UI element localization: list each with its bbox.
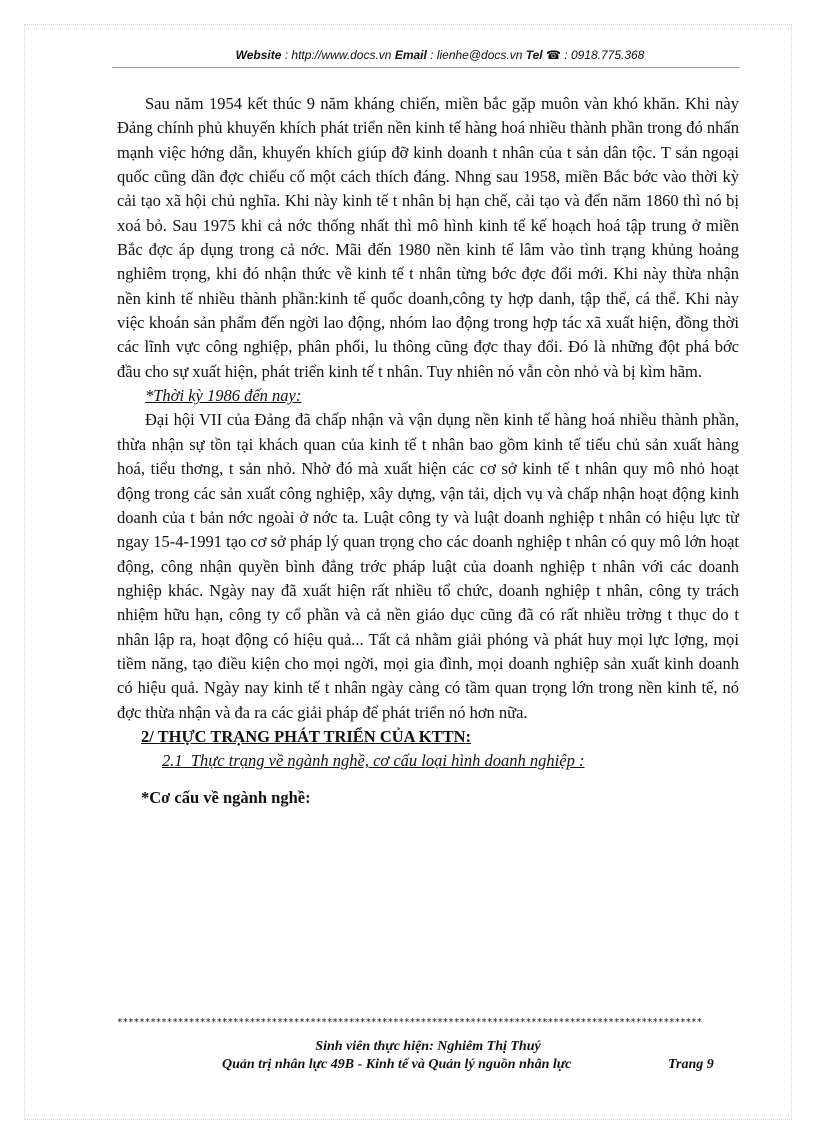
section-title: 2/ THỰC TRẠNG PHÁT TRIỂN CỦA KTTN: bbox=[141, 726, 472, 746]
document-body bbox=[117, 92, 739, 810]
header-rule bbox=[112, 67, 740, 68]
paragraph-2: Đại hội VII của Đảng đã chấp nhận và vận dụng nền kinh tế hàng hoá nhiều thành phần, thừa nhận sự tồn tại khách quan của kinh tế t nhân bao gồm kinh tế tiểu chủ sản xuất hàng hoá, tiểu thơng, t sản nhỏ. Nhờ đó mà xuất hiện các cơ sở kinh tế t nhân quy mô nhỏ hoạt động trong các sản xuất công nghiệp, xây dựng, vận tải, dịch vụ và chấp nhận hoạt động kinh doanh của t bản nớc ngoài ở nớc ta. Luật công ty và luật doanh nghiệp t nhân có hiệu lực từ ngay 15-4-1991 tạo cơ sở pháp lý quan trọng cho các doanh nghiệp t nhân có quy mô lớn hoạt động, công nhận quyền bình đẳng trớc pháp luật của doanh nghiệp t nhân với các doanh nghiệp khác. Ngày nay đã xuất hiện rất nhiều tổ chức, doanh nghiệp t nhân, công ty trách nhiệm hữu hạn, công ty cổ phần và cả nền giáo dục cũng đã có rất nhiều trờng t thục do t nhân lập ra, hoạt động có hiệu quả... Tất cả nhằm giải phóng và phát huy mọi lực lợng, mọi tiềm năng, tạo điều kiện cho mọi ngời, mọi gia đình, mọi doanh nghiệp sản xuất kinh doanh có hiệu quả. Ngày nay kinh tế t nhân ngày càng có tầm quan trọng lớn trong nền kinh tế, nó đợc thừa nhận và đa ra các giải pháp để phát triển nó hơn nữa. bbox=[117, 410, 739, 722]
structure-label: *Cơ cấu về ngành nghề: bbox=[141, 787, 311, 807]
email-label: Email bbox=[394, 48, 427, 62]
website-label: Website bbox=[235, 48, 282, 62]
period-heading: *Thời kỳ 1986 đến nay: bbox=[145, 386, 302, 406]
website-value: : http://www.docs.vn bbox=[281, 48, 395, 62]
email-value: : lienhe@docs.vn bbox=[426, 48, 526, 62]
tel-value: : 0918.775.368 bbox=[560, 48, 645, 62]
footer-separator: ********************************************************************************************************** bbox=[117, 1017, 703, 1028]
page-header bbox=[140, 48, 740, 62]
tel-label: Tel bbox=[525, 48, 543, 62]
paragraph-1: Sau năm 1954 kết thúc 9 năm kháng chiến, miền bắc gặp muôn vàn khó khăn. Khi này Đảng chính phủ khuyến khích phát triển nền kinh tế hàng hoá nhiều thành phần trong đó nhấn mạnh việc hớng dẫn, khuyến khích giúp đỡ kinh doanh t nhân của t sản dân tộc. T sản ngoại quốc cũng dần đợc chiếu cố một cách thích đáng. Nhng sau 1958, miền Bắc bớc vào thời kỳ cải tạo xã hội chủ nghĩa. Khi này kinh tế t nhân bị hạn chế, cải tạo và đến năm 1860 thì nó bị xoá bỏ. Sau 1975 khi cả nớc thống nhất thì mô hình kinh tế kế hoạch hoá tập trung ở miền Bắc đợc áp dụng trong cả nớc. Mãi đến 1980 nền kinh tế lâm vào tình trạng khủng hoảng nghiêm trọng, khi đó nhận thức về kinh tế t nhân từng bớc đợc đổi mới. Khi này thừa nhận nền kinh tế nhiều thành phần:kinh tế quốc doanh,công ty hợp danh, tập thể, cá thể. Khi này việc khoán sản phẩm đến ngời lao động, nhóm lao động trong hợp tác xã xuất hiện, đồng thời các lĩnh vực công nghiệp, phân phối, lu thông cũng đợc thay đổi. Đó là những đột phá bớc đầu cho sự xuất hiện, phát triển kinh tế t nhân. Tuy nhiên nó vẫn còn nhỏ và bị kìm hãm. bbox=[117, 94, 739, 381]
page-number: Trang 9 bbox=[668, 1057, 714, 1072]
footer-course: Quản trị nhân lực 49B - Kinh tế và Quản lý nguồn nhân lực bbox=[222, 1057, 572, 1072]
footer-author: Sinh viên thực hiện: Nghiêm Thị Thuý bbox=[315, 1039, 541, 1054]
subsection-title: 2.1_Thực trạng về ngành nghề, cơ cấu loại hình doanh nghiệp : bbox=[162, 751, 585, 771]
phone-icon: ☎ bbox=[545, 48, 561, 62]
